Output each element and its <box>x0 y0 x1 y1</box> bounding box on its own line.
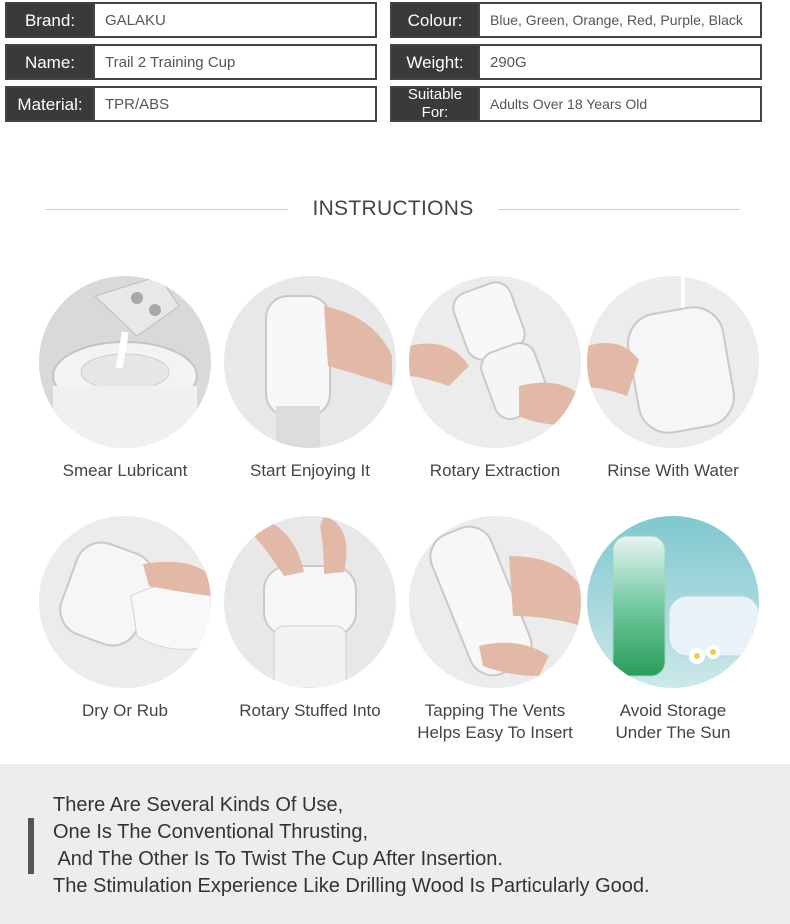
quote-bar <box>28 818 34 874</box>
spec-value-material: TPR/ABS <box>93 88 375 120</box>
spec-label-suitable-line1: Suitable <box>407 86 463 103</box>
heading-divider-left <box>46 209 288 210</box>
heading-divider-right <box>498 209 740 210</box>
spec-label-weight: Weight: <box>392 46 478 78</box>
spec-row-material <box>5 86 377 122</box>
spec-value-colour: Blue, Green, Orange, Red, Purple, Black <box>478 4 760 36</box>
description-line: There Are Several Kinds Of Use, <box>53 794 344 816</box>
spec-label-colour: Colour: <box>392 4 478 36</box>
step-rotary-stuffed-into <box>220 516 400 722</box>
spec-label-name: Name: <box>7 46 93 78</box>
step-caption <box>220 700 400 722</box>
description-line: One Is The Conventional Thrusting, <box>53 821 368 843</box>
spec-value-name: Trail 2 Training Cup <box>93 46 375 78</box>
step-image-start-enjoying <box>224 276 396 448</box>
instructions-title: INSTRUCTIONS <box>312 197 474 220</box>
spec-row-suitable <box>390 86 762 122</box>
step-smear-lubricant <box>35 276 215 482</box>
spec-row-colour <box>390 2 762 38</box>
spec-label-brand: Brand: <box>7 4 93 36</box>
step-caption <box>583 700 763 744</box>
step-caption-line1: Start Enjoying It <box>249 461 370 480</box>
step-rotary-extraction <box>405 276 585 482</box>
spec-row-weight <box>390 44 762 80</box>
step-image-avoid-storage <box>587 516 759 688</box>
spec-label-suitable <box>392 88 478 120</box>
step-image-rotary-stuffed-into <box>224 516 396 688</box>
step-image-smear-lubricant <box>39 276 211 448</box>
step-start-enjoying <box>220 276 400 482</box>
spec-row-brand <box>5 2 377 38</box>
step-caption <box>405 460 585 482</box>
step-caption-line1: Dry Or Rub <box>82 701 168 720</box>
description-text <box>53 792 773 900</box>
step-image-rotary-extraction <box>409 276 581 448</box>
step-caption-line2: Helps Easy To Insert <box>417 723 573 742</box>
spec-row-name <box>5 44 377 80</box>
step-caption-line1: Tapping The Vents <box>424 701 566 720</box>
description-line: And The Other Is To Twist The Cup After Insertion. <box>53 848 503 870</box>
step-caption <box>405 700 585 744</box>
spec-label-suitable-line2: For: <box>421 104 449 121</box>
step-image-tapping-the-vents <box>409 516 581 688</box>
step-avoid-storage <box>583 516 763 744</box>
step-rinse-with-water <box>583 276 763 482</box>
step-caption-line1: Rinse With Water <box>607 461 739 480</box>
step-tapping-the-vents <box>405 516 585 744</box>
step-dry-or-rub <box>35 516 215 722</box>
spec-label-material: Material: <box>7 88 93 120</box>
spec-value-weight: 290G <box>478 46 760 78</box>
step-caption <box>220 460 400 482</box>
step-caption-line1: Avoid Storage <box>619 701 727 720</box>
step-image-dry-or-rub <box>39 516 211 688</box>
instructions-heading <box>46 196 740 222</box>
step-caption-line1: Rotary Extraction <box>429 461 561 480</box>
step-caption-line1: Rotary Stuffed Into <box>239 701 381 720</box>
step-caption <box>35 460 215 482</box>
spec-value-brand: GALAKU <box>93 4 375 36</box>
description-line: The Stimulation Experience Like Drilling Wood Is Particularly Good. <box>53 875 650 897</box>
spec-value-suitable: Adults Over 18 Years Old <box>478 88 760 120</box>
step-caption <box>35 700 215 722</box>
step-caption-line2: Under The Sun <box>615 723 731 742</box>
step-caption <box>583 460 763 482</box>
step-caption-line1: Smear Lubricant <box>62 461 188 480</box>
step-image-rinse-with-water <box>587 276 759 448</box>
